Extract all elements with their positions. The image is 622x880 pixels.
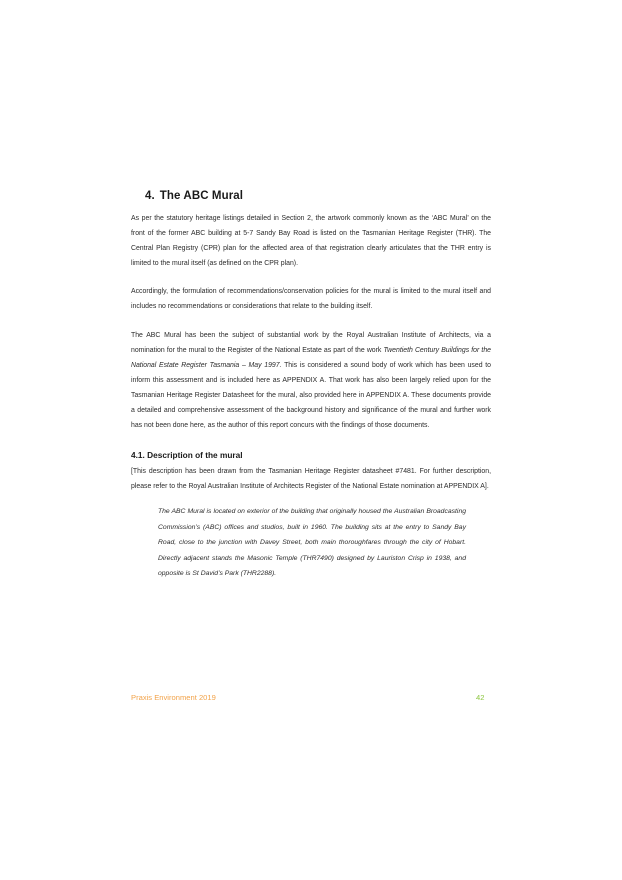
section-title: The ABC Mural bbox=[159, 190, 244, 202]
paragraph-raia-work-text-b: This is considered a sound body of work which has been used to inform this assessment and is included here as APPENDIX A. That work has also been largely relied upon for the Tasmanian Heritage Register Datasheet for the mural, also provided here in APPENDIX A. These documents provide a detailed and comprehensive assessment of the background history and significance of the mural and further work has not been done here, as the author of this report concurs with the findings of those documents. bbox=[131, 361, 491, 430]
footer-page-number: 42 bbox=[476, 693, 485, 702]
section-number: 4. bbox=[145, 190, 155, 202]
paragraph-recommendations-scope: Accordingly, the formulation of recommendations/conservation policies for the mural is limited to the mural itself and includes no recommendations or considerations that relate to the building itself. bbox=[131, 288, 491, 311]
subsection-heading: 4.1. Description of the mural bbox=[131, 450, 243, 461]
section-heading bbox=[145, 190, 491, 202]
publication-title: Twentieth Century Buildings for the National Estate Register Tasmania – May 1997. bbox=[131, 346, 491, 369]
paragraph-statutory-listing: As per the statutory heritage listings detailed in Section 2, the artwork commonly known as the ‘ABC Mural’ on the front of the former ABC building at 5-7 Sandy Bay Road is listed on the Tasmanian Heritage Register (THR). The Central Plan Registry (CPR) plan for the affected area of that registration clearly articulates that the THR entry is limited to the mural itself (as defined on the CPR plan). bbox=[131, 215, 491, 268]
paragraph-raia-work bbox=[131, 328, 491, 434]
description-intro: [This description has been drawn from the Tasmanian Heritage Register datasheet #7481. For further description, please refer to the Royal Australian Institute of Architects Register of the National Estate nomination at APPENDIX A]. bbox=[131, 468, 491, 491]
description-quote: The ABC Mural is located on exterior of the building that originally housed the Australian Broadcasting Commission’s (ABC) offices and studios, built in 1960. The building sits at the entry to Sandy Bay Road, close to the junction with Davey Street, both main thoroughfares through the city of Hobart. Directly adjacent stands the Masonic Temple (THR7490) designed by Lauriston Crisp in 1938, and opposite is St David’s Park (THR2288). bbox=[158, 508, 466, 578]
paragraph-raia-work-text-a: The ABC Mural has been the subject of substantial work by the Royal Australian Institute of Architects, via a nomination for the mural to the Register of the National Estate as part of the work bbox=[131, 331, 491, 354]
footer-publisher: Praxis Environment 2019 bbox=[131, 693, 216, 702]
page-content bbox=[131, 190, 491, 581]
